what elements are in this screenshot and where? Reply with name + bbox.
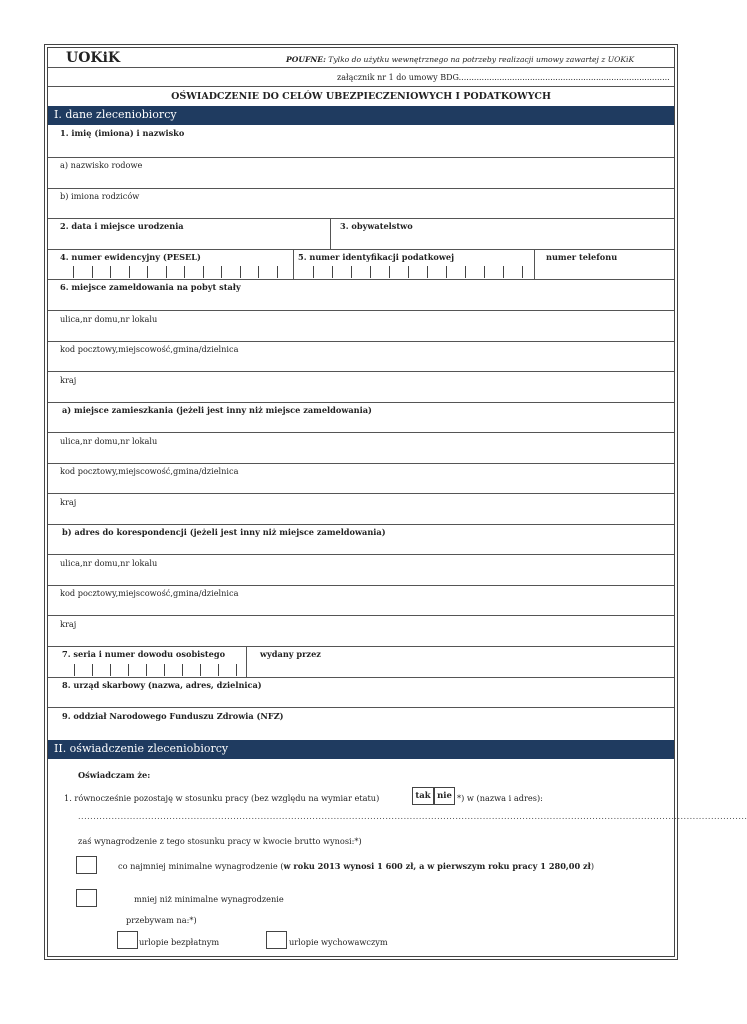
confidential-note xyxy=(286,55,634,64)
employment-statement: 1. równocześnie pozostaję w stosunku pracy (bez względu na wymiar etatu) xyxy=(64,793,380,803)
country-label-3: kraj xyxy=(60,619,77,629)
brand-logo: UOKiK xyxy=(66,50,121,66)
birth-label: 2. data i miejsce urodzenia xyxy=(60,221,184,231)
street-label-3: ulica,nr domu,nr lokalu xyxy=(60,558,158,568)
country-label-1: kraj xyxy=(60,375,77,385)
section-2-header: II. oświadczenie zleceniobiorcy xyxy=(48,740,674,759)
declare-label: Oświadczam że: xyxy=(78,770,151,780)
maiden-name-label: a) nazwisko rodowe xyxy=(60,160,143,170)
below-min-wage-checkbox[interactable] xyxy=(76,889,97,907)
form-frame xyxy=(44,44,747,960)
postal-label-3: kod pocztowy,miejscowość,gmina/dzielnica xyxy=(60,588,239,598)
registered-address-label: 6. miejsce zameldowania na pobyt stały xyxy=(60,282,241,292)
citizenship-label: 3. obywatelstwo xyxy=(340,221,413,231)
country-label-2: kraj xyxy=(60,497,77,507)
min-wage-checkbox[interactable] xyxy=(76,856,97,874)
no-option[interactable]: nie xyxy=(434,787,455,805)
employer-line[interactable]: ............................................................................................................................................................................................................................ xyxy=(78,812,747,821)
form-body xyxy=(47,47,747,957)
id-card-digit-boxes[interactable] xyxy=(74,664,237,676)
parental-leave-checkbox[interactable] xyxy=(266,931,287,949)
parents-names-label: b) imiona rodziców xyxy=(60,191,140,201)
tax-office-label: 8. urząd skarbowy (nazwa, adres, dzielnica) xyxy=(62,680,262,690)
unpaid-leave-checkbox[interactable] xyxy=(117,931,138,949)
nip-digit-boxes[interactable] xyxy=(313,266,523,278)
phone-label: numer telefonu xyxy=(546,252,618,262)
street-label-2: ulica,nr domu,nr lokalu xyxy=(60,436,158,446)
below-min-wage-label: mniej niż minimalne wynagrodzenie xyxy=(134,894,284,904)
residence-address-label: a) miejsce zamieszkania (jeżeli jest inny niż miejsce zameldowania) xyxy=(62,405,372,415)
confidential-label: POUFNE: xyxy=(286,55,326,64)
nip-label: 5. numer identyfikacji podatkowej xyxy=(298,252,455,262)
form-title: OŚWIADCZENIE DO CELÓW UBEZPIECZENIOWYCH I PODATKOWYCH xyxy=(171,91,551,102)
confidential-text: Tylko do użytku wewnętrznego na potrzeby realizacji umowy zawartej z UOKiK xyxy=(328,55,635,64)
min-wage-label: co najmniej minimalne wynagrodzenie (w roku 2013 wynosi 1 600 zł, a w pierwszym roku pracy 1 280,00 zł) xyxy=(118,861,595,871)
nfz-label: 9. oddział Narodowego Funduszu Zdrowia (NFZ) xyxy=(62,711,284,721)
annex-line: załącznik nr 1 do umowy BDG................................................................................... xyxy=(337,73,670,82)
wage-intro: zaś wynagrodzenie z tego stosunku pracy w kwocie brutto wynosi:*) xyxy=(78,836,362,846)
id-card-label: 7. seria i numer dowodu osobistego xyxy=(62,649,226,659)
correspondence-address-label: b) adres do korespondencji (jeżeli jest inny niż miejsce zameldowania) xyxy=(62,527,386,537)
section-1-header: I. dane zleceniobiorcy xyxy=(48,106,674,125)
street-label-1: ulica,nr domu,nr lokalu xyxy=(60,314,158,324)
pesel-label: 4. numer ewidencyjny (PESEL) xyxy=(60,252,201,262)
employer-label: *) w (nazwa i adres): xyxy=(457,793,543,803)
postal-label-2: kod pocztowy,miejscowość,gmina/dzielnica xyxy=(60,466,239,476)
yes-option[interactable]: tak xyxy=(412,787,434,805)
parental-leave-label: urlopie wychowawczym xyxy=(289,937,388,947)
name-label: 1. imię (imiona) i nazwisko xyxy=(60,128,185,138)
leave-intro: przebywam na:*) xyxy=(126,915,197,925)
pesel-digit-boxes[interactable] xyxy=(73,266,278,278)
unpaid-leave-label: urlopie bezpłatnym xyxy=(139,937,220,947)
issued-by-label: wydany przez xyxy=(260,649,321,659)
postal-label-1: kod pocztowy,miejscowość,gmina/dzielnica xyxy=(60,344,239,354)
